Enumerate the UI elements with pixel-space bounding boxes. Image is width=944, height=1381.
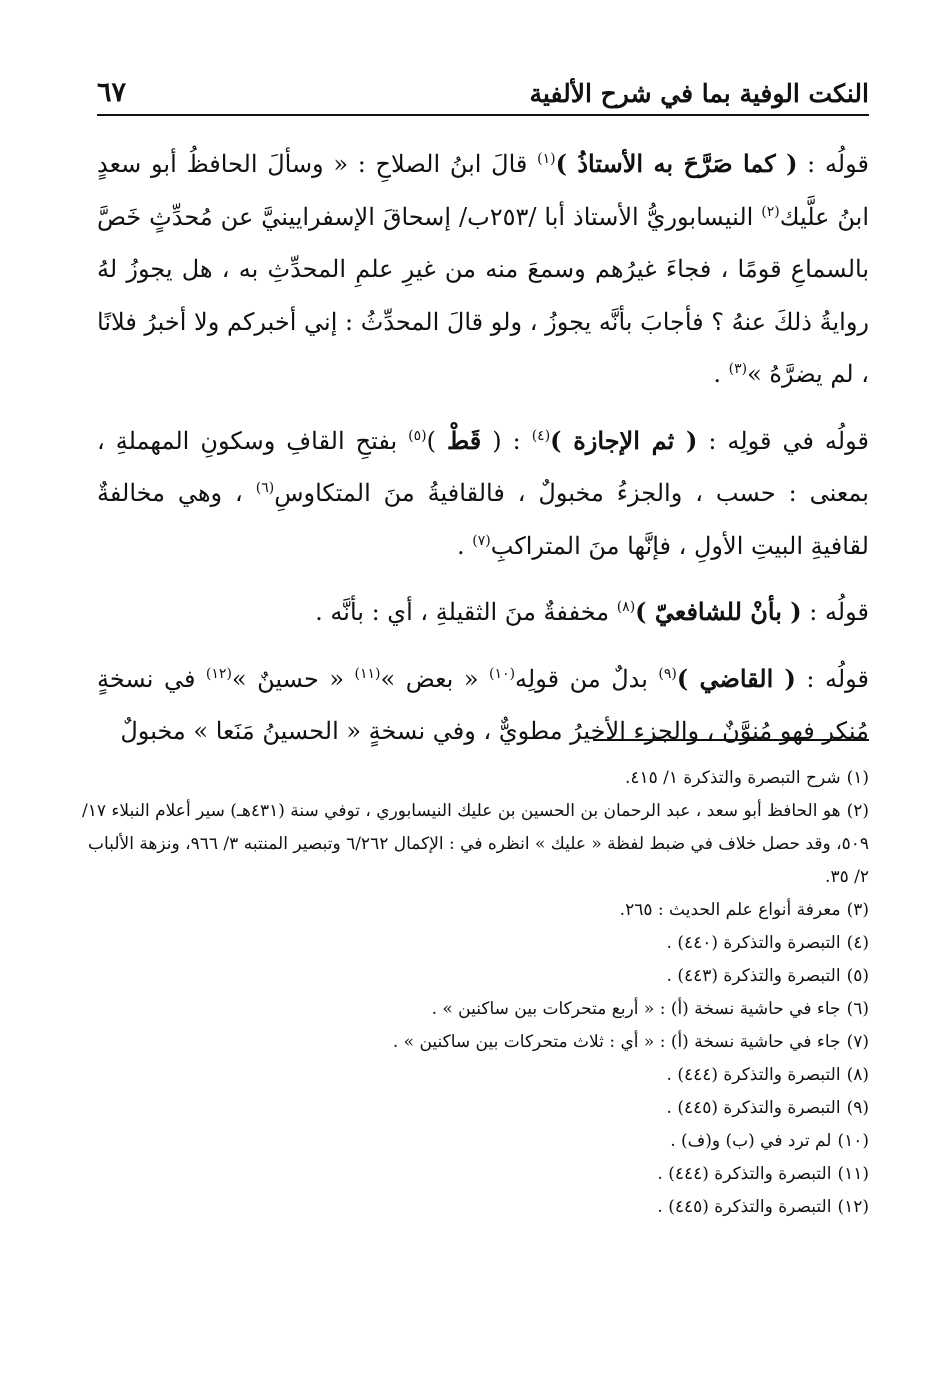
- footnote-ref: (١٠): [489, 665, 516, 682]
- quoted-lemma: ( ثم الإجازة ): [550, 425, 698, 455]
- footnote: [70, 795, 869, 894]
- footnote: [70, 960, 869, 993]
- running-title: النكت الوفية بما في شرح الألفية: [529, 79, 869, 108]
- paragraph-1: [97, 138, 869, 401]
- paragraph-3: [97, 586, 869, 639]
- text-run: قالَ ابنُ الصلاحِ : « وسألَ الحافظُ أبو سعدٍ ابنُ علَّيك: [97, 150, 870, 231]
- footnote: [70, 993, 869, 1026]
- text-run: في نسخةٍ مُنكر فهو مُنوَّنٌ ، والجزء الأخيرُ مطويٌّ ، وفي نسخةٍ « الحسينُ مَنَعا » مخبولٌ: [97, 664, 869, 745]
- footnote-number: (١٠): [837, 1131, 869, 1151]
- text-run: قولُه :: [801, 598, 869, 626]
- footnote-number: (٥): [846, 966, 869, 986]
- footnote-number: (٨): [846, 1065, 869, 1085]
- footnote: [70, 1059, 869, 1092]
- footnote-text: لم ترد في (ب) و(ف) .: [670, 1131, 832, 1151]
- text-run: : (: [481, 426, 532, 455]
- footnote-number: (٣): [846, 900, 869, 920]
- footnote-number: (٢): [846, 801, 869, 821]
- text-run: « حسينٌ »: [231, 664, 355, 693]
- footnote-ref: (٢): [761, 203, 780, 220]
- text-run: قولُه :: [797, 150, 869, 178]
- footnote-number: (٤): [846, 933, 869, 953]
- footnote-text: التبصرة والتذكرة (٤٤٤) .: [666, 1065, 841, 1085]
- text-run: قولُه :: [795, 664, 870, 693]
- footnote: [70, 1092, 869, 1125]
- footnote: [70, 1158, 869, 1191]
- footnote-text: جاء في حاشية نسخة (أ) : « أربع متحركات بين ساكنين » .: [431, 999, 841, 1019]
- paragraph-4: [97, 653, 869, 758]
- footnote-ref: (٩): [658, 665, 677, 682]
- quoted-lemma: ( بأنْ للشافعيّ ): [635, 597, 802, 626]
- footnote: [70, 1191, 869, 1224]
- footnote-text: التبصرة والتذكرة (٤٤٤) .: [657, 1164, 832, 1184]
- running-header: [97, 58, 869, 116]
- footnote-number: (١٢): [837, 1197, 869, 1217]
- footnote-number: (٧): [846, 1032, 869, 1052]
- main-text: [97, 138, 869, 758]
- footnote-ref: (١١): [354, 665, 381, 682]
- footnote-text: شرح التبصرة والتذكرة ١/ ٤١٥.: [624, 768, 841, 788]
- footnote-ref: (٧): [472, 532, 491, 549]
- footnote: [70, 1026, 869, 1059]
- footnote: [70, 894, 869, 927]
- text-run: .: [713, 360, 729, 388]
- text-run: بدلٌ من قولِه: [515, 664, 659, 693]
- text-run: قولُه في قولِه :: [697, 426, 869, 455]
- footnote-ref: (٤): [531, 427, 551, 444]
- quoted-lemma: ( كما صَرَّحَ به الأستاذُ ): [555, 149, 798, 178]
- footnote-ref: (٦): [255, 480, 275, 496]
- quoted-word: قَطْ: [446, 425, 482, 455]
- text-run: ، وهي مخالفةٌ لقافيةِ البيتِ الأولِ ، فإنَّها منَ المتراكبِ: [97, 479, 869, 560]
- footnote-text: معرفة أنواع علم الحديث : ٢٦٥.: [619, 900, 841, 920]
- footnote-text: التبصرة والتذكرة (٤٤٥) .: [666, 1098, 841, 1118]
- text-run: بفتحِ القافِ وسكونِ المهملةِ ، بمعنى : حسب ، والجزءُ مخبولٌ ، فالقافيةُ منَ المتكاوسِ: [97, 426, 869, 507]
- footnote: [70, 927, 869, 960]
- text-run: « بعض »: [380, 664, 490, 693]
- footnote-text: التبصرة والتذكرة (٤٤٠) .: [666, 933, 841, 953]
- footnotes-list: [70, 762, 869, 1224]
- footnote-ref: (١٢): [205, 665, 232, 682]
- footnote-ref: (١): [537, 151, 556, 167]
- quoted-lemma: ( القاضي ): [676, 663, 796, 693]
- footnote-text: التبصرة والتذكرة (٤٤٣) .: [666, 966, 841, 986]
- page-number: ٦٧: [97, 77, 127, 108]
- text-run: النيسابوريُّ الأستاذ أبا /٢٥٣ب/ إسحاقَ الإسفرايينيَّ عن مُحدِّثٍ خَصَّ بالسماعِ قومًا ، فجاءَ غيرُهم وسمعَ منه من غيرِ علمِ المحدِّثِ به ، هل يجوزُ لهُ روايةُ ذلكَ عنهُ ؟ فأجابَ بأنَّه يجوزُ ، ولو قالَ المحدِّثُ : إني أخبركم ولا أخبرُ فلانًا ، لم يضرَّهُ »: [97, 202, 869, 388]
- footnote: [70, 1125, 869, 1158]
- footnote-text: هو الحافظ أبو سعد ، عبد الرحمان بن الحسين بن عليك النيسابوري ، توفي سنة (٤٣١هـ) سير أعلام النبلاء ١٧/ ٥٠٩، وقد حصل خلاف في ضبط لفظة « عليك » انظره في : الإكمال ٦/٢٦٢ وتبصير المنتبه ٣/ ٩٦٦، ونزهة الألباب ٢/ ٣٥.: [82, 801, 869, 887]
- footnote-number: (٦): [846, 999, 869, 1019]
- footnote-ref: (٨): [616, 599, 636, 615]
- text-run: ): [426, 426, 447, 455]
- text-run: .: [457, 531, 473, 560]
- text-run: مخففةٌ منَ الثقيلةِ ، أي : بأنَّه .: [315, 598, 617, 626]
- footnote-text: جاء في حاشية نسخة (أ) : « أي : ثلاث متحركات بين ساكنين » .: [392, 1032, 841, 1052]
- footnote-number: (١١): [837, 1164, 869, 1184]
- paragraph-2: [97, 415, 869, 573]
- footnote-number: (١): [846, 768, 869, 788]
- footnote: [70, 762, 869, 795]
- footnote-number: (٩): [846, 1098, 869, 1118]
- footnote-ref: (٥): [408, 427, 427, 444]
- footnote-ref: (٣): [728, 361, 748, 377]
- footnote-separator: [593, 739, 869, 741]
- footnote-text: التبصرة والتذكرة (٤٤٥) .: [657, 1197, 832, 1217]
